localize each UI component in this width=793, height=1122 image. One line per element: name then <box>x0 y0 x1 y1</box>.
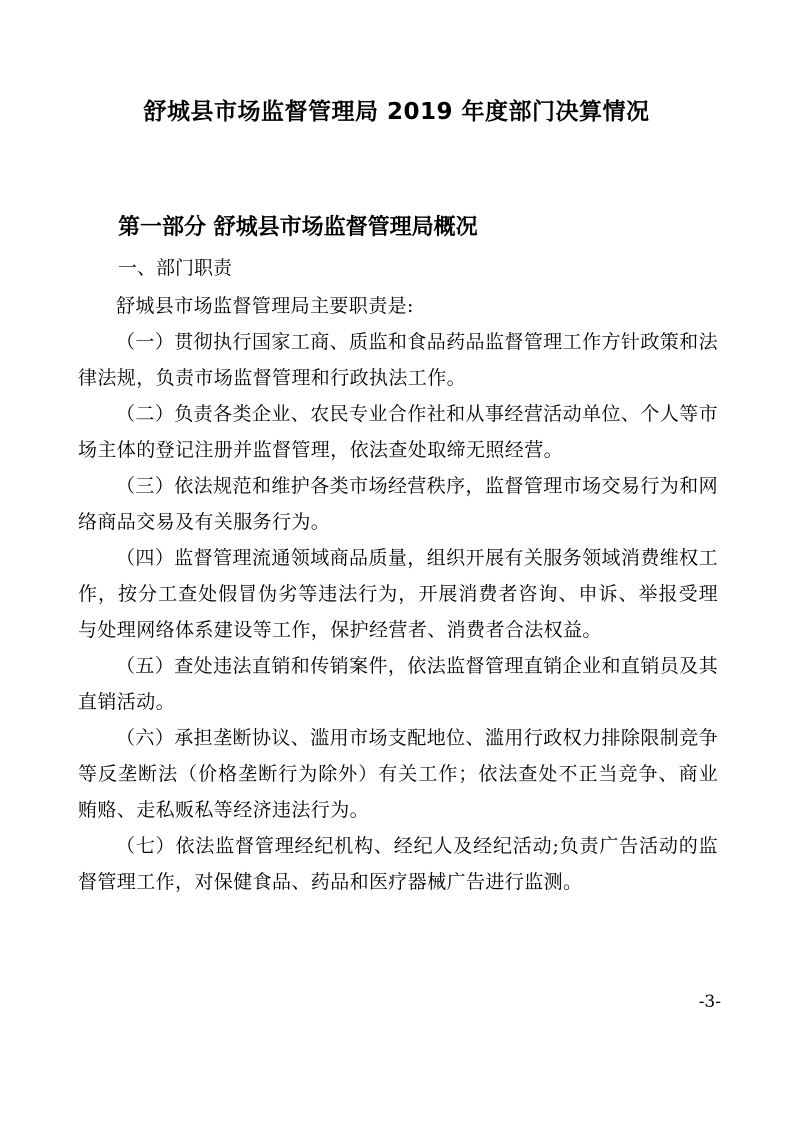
paragraph-duty-6: （六）承担垄断协议、滥用市场支配地位、滥用行政权力排除限制竞争等反垄断法（价格垄断行为除外）有关工作；依法查处不正当竞争、商业贿赂、走私贩私等经济违法行为。 <box>78 727 718 821</box>
document-title: 舒城县市场监督管理局 2019 年度部门决算情况 <box>143 99 650 125</box>
section-heading: 一、部门职责 <box>118 257 233 279</box>
paragraph-duty-5: （五）查处违法直销和传销案件，依法监督管理直销企业和直销员及其直销活动。 <box>78 655 718 713</box>
paragraph-intro: 舒城县市场监督管理局主要职责是: <box>116 295 414 317</box>
document-body <box>78 288 718 900</box>
paragraph-duty-2: （二）负责各类企业、农民专业合作社和从事经营活动单位、个人等市场主体的登记注册并监督管理，依法查处取缔无照经营。 <box>78 403 718 461</box>
part-heading: 第一部分 舒城县市场监督管理局概况 <box>118 215 478 240</box>
paragraph-duty-4: （四）监督管理流通领域商品质量，组织开展有关服务领域消费维权工作，按分工查处假冒伪劣等违法行为，开展消费者咨询、申诉、举报受理与处理网络体系建设等工作，保护经营者、消费者合法权益。 <box>78 547 718 641</box>
paragraph-duty-3: （三）依法规范和维护各类市场经营秩序，监督管理市场交易行为和网络商品交易及有关服务行为。 <box>78 475 718 533</box>
paragraph-duty-7: （七）依法监督管理经纪机构、经纪人及经纪活动;负责广告活动的监督管理工作，对保健食品、药品和医疗器械广告进行监测。 <box>78 835 718 893</box>
page-number: -3- <box>698 992 721 1012</box>
paragraph-duty-1: （一）贯彻执行国家工商、质监和食品药品监督管理工作方针政策和法律法规，负责市场监督管理和行政执法工作。 <box>78 331 718 389</box>
